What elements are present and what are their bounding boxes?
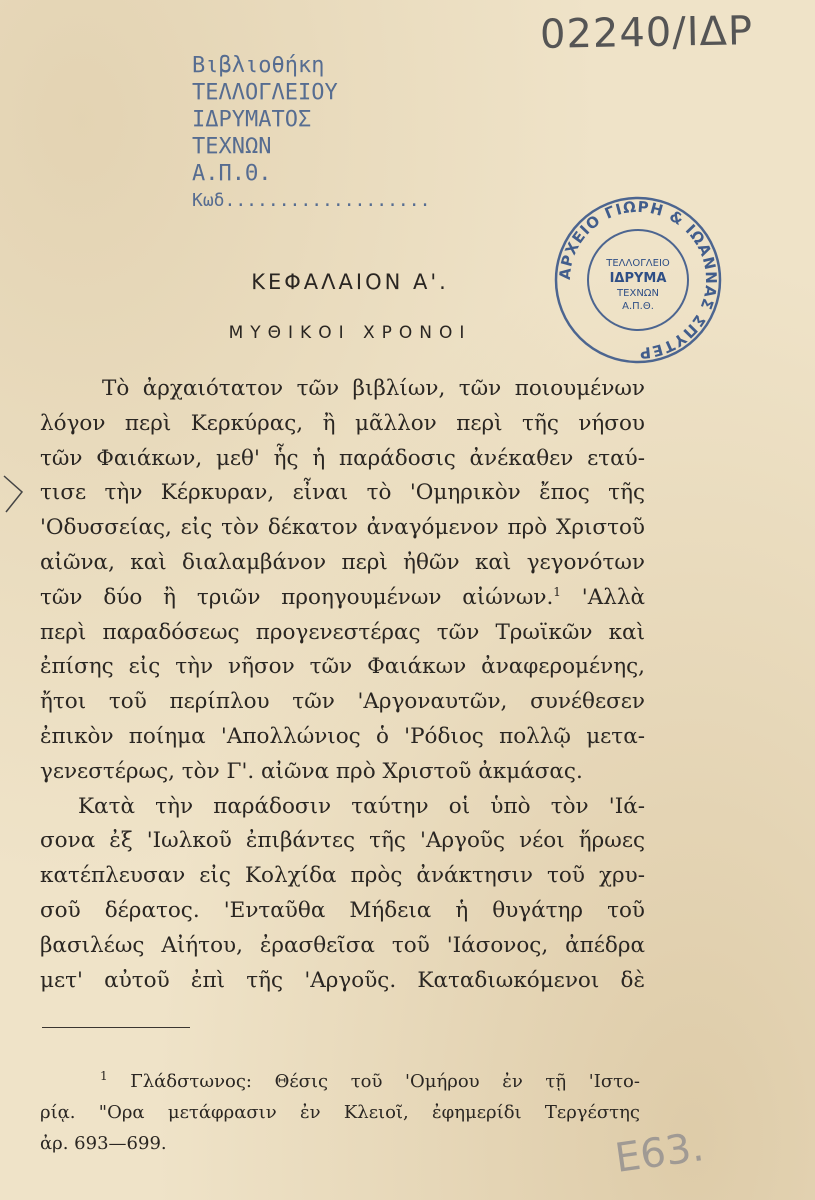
text-segment: 'Αλλὰ [581, 584, 645, 610]
library-stamp-line: ΤΕΛΛΟΓΛΕΙΟΥ [192, 80, 338, 105]
footnote-divider [42, 1027, 190, 1028]
text-line-with-footnote [40, 581, 645, 616]
library-stamp-line: ΤΕΧΝΩΝ [192, 134, 272, 159]
text-line: κατέπλευσαν εἰς Κολχίδα πρὸς ἀνάκτησιν τοῦ χρυ- [40, 863, 645, 889]
chapter-subtitle: ΜΥΘΙΚΟΙ ΧΡΟΝΟΙ [228, 323, 472, 343]
library-stamp-line: Α.Π.Θ. [192, 161, 272, 186]
text-segment: Γλάδστωνος: Θέσις τοῦ 'Ομήρου ἐν τῇ 'Ιστο- [130, 1071, 640, 1092]
library-stamp-line: Βιβλιοθήκη [192, 53, 325, 78]
text-line: ἐπίσης εἰς τὴν νῆσον τῶν Φαιάκων ἀναφερομένης, [40, 654, 645, 680]
text-line: αἰῶνα, καὶ διαλαμβάνον περὶ ἠθῶν καὶ γεγονότων [40, 549, 645, 575]
text-line: τῶν Φαιάκων, μεθ' ἧς ἡ παράδοσις ἀνέκαθεν εταύ- [40, 445, 645, 471]
stamp-ring-text: ΑΡΧΕΙΟ ΓΙΩΡΗ & ΙΩΑΝΝΑΣ ΣΠΥΤΕΡ [555, 197, 721, 363]
stamp-center-line: ΙΔΡΥΜΑ [609, 271, 667, 286]
body-text [40, 372, 645, 998]
text-line: Τὸ ἀρχαιότατον τῶν βιβλίων, τῶν ποιουμένων [102, 376, 645, 401]
stamp-center-line: ΤΕΛΛΟΓΛΕΙΟ [606, 258, 670, 269]
text-line: ἤτοι τοῦ περίπλου τῶν 'Αργοναυτῶν, συνέθεσεν [40, 689, 645, 715]
footnote [40, 1066, 640, 1159]
footnote-line: ρίᾳ. "Ορα μετάφρασιν ἐν Κλειοῖ, ἐφημερίδι Τεργέστης [40, 1102, 640, 1123]
text-line: σονα ἐξ 'Ιωλκοῦ ἐπιβάντες τῆς 'Αργοῦς νέοι ἥρωες [40, 828, 645, 854]
footnote-line: ἀρ. 693—699. [40, 1133, 167, 1154]
text-line: Κατὰ τὴν παράδοσιν ταύτην οἱ ὑπὸ τὸν 'Ιά- [78, 793, 645, 819]
pencil-catalog-mark: Ε63. [612, 1124, 707, 1182]
text-line: τισε τὴν Κέρκυραν, εἶναι τὸ 'Ομηρικὸν ἔπος τῆς [40, 480, 645, 506]
library-stamp [192, 52, 430, 214]
text-line: 'Οδυσσείας, εἰς τὸν δέκατον ἀναγόμενον πρὸ Χριστοῦ [40, 515, 645, 541]
text-line: μετ' αὐτοῦ ἐπὶ τῆς 'Αργοῦς. Καταδιωκόμενοι δὲ [40, 967, 645, 993]
footnote-number: 1 [100, 1069, 108, 1083]
footnote-line [100, 1066, 640, 1097]
text-line: λόγον περὶ Κερκύρας, ἢ μᾶλλον περὶ τῆς νήσου [40, 410, 645, 436]
accession-number: 02240/ΙΔΡ [539, 8, 754, 58]
library-stamp-line: ΙΔΡΥΜΑΤΟΣ [192, 107, 312, 132]
text-segment: τῶν δύο ἢ τριῶν προηγουμένων αἰώνων. [40, 584, 554, 610]
text-line: περὶ παραδόσεως προγενεστέρας τῶν Τρωϊκῶν καὶ [40, 619, 645, 645]
text-line: γενεστέρως, τὸν Γ'. αἰῶνα πρὸ Χριστοῦ ἀκμάσας. [40, 758, 583, 784]
stamp-center-line: ΤΕΧΝΩΝ [617, 288, 659, 299]
text-line: ἐπικὸν ποίημα 'Απολλώνιος ὁ 'Ρόδιος πολλῷ μετα- [40, 723, 645, 749]
footnote-ref: 1 [553, 584, 561, 599]
text-line: σοῦ δέρατος. 'Ενταῦθα Μήδεια ἡ θυγάτηρ τοῦ [40, 897, 645, 923]
chapter-title: ΚΕΦΑΛΑΙΟΝ Α'. [251, 270, 449, 294]
stamp-center-line: Α.Π.Θ. [622, 301, 654, 312]
text-line: βασιλέως Αἰήτου, ἐρασθεῖσα τοῦ 'Ιάσονος, ἀπέδρα [40, 932, 645, 958]
margin-pencil-mark [0, 470, 30, 520]
library-stamp-line: Κωδ................... [192, 190, 431, 211]
